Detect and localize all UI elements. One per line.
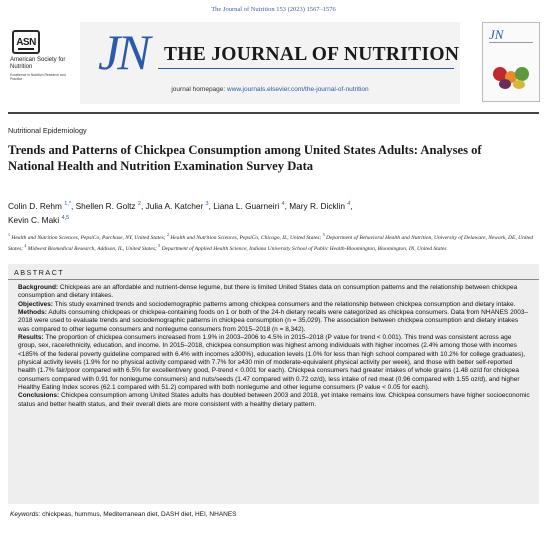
abstract-section-text: The proportion of chickpea consumers increased from 1.9% in 2003–2006 to 4.5% in 2015–2018 (P value for trend < 0.001). This trend was consistent across age group, sex, race/ethnicity, education, and income. In 2015–2018, chickpea consumption was highest among individuals with higher incomes (2.4% among those with incomes <185% of the federal poverty guideline compared with 6.4% with incomes ≥300%), education levels (1.0% for less than high school compared with 10.2% for college graduates), physical activity levels (1.9% for no physical activity compared with 7.7% for ≥430 min of moderate-equivalent physical activity per week), and those with better self-reported health (1.7% fair/poor compared with 6.5% for excellent/very good, P-trend < 0.001 for each). Chickpea consumers had greater intakes of whole grains (1.48 oz/d for chickpea consumers compared with 0.91 for nonlegume consumers) and nuts/seeds (1.47 compared with 0.72 oz/d), less intake of red meat (0.96 compared with 1.55 oz/d), and higher Healthy Eating Index scores (62.1 compared with 51.2) compared with both nonlegume and other legume consumers (P value < 0.05 for each). (18, 334, 526, 392)
affiliation-text: Department of Behavioral Health and Nutrition, University of Delaware, Newark, DE, United States; (8, 234, 534, 252)
abstract-section-label: Background: (18, 284, 59, 291)
abstract-section-text: Adults consuming chickpeas or chickpea-containing foods on 1 or both of the 24-h dietary recalls were categorized as chickpea consumers. Data from NHANES 2003–2018 were used to evaluate trends and sociodemographic patterns in chickpea consumption (n = 35,029). The association between chickpea consumption and dietary intakes was compared to other legume consumers and nonlegume consumers from 2015–2018 (n = 8,342). (18, 309, 529, 333)
author-affiliation-marker[interactable]: 3 (205, 201, 209, 207)
abstract-objectives (18, 301, 531, 309)
section-type: Nutritional Epidemiology (8, 126, 87, 135)
abstract-body (18, 284, 531, 409)
jn-logo: JN (98, 24, 148, 80)
author-affiliation-marker[interactable]: 1,* (64, 201, 71, 207)
author-affiliation-marker[interactable]: 4,5 (61, 214, 70, 221)
author-name[interactable]: Julia A. Katcher (145, 200, 204, 211)
keywords (10, 511, 537, 518)
cover-fruit-yellow (513, 80, 525, 89)
author-list: Colin D. Rehm $^{1,*}$, Shellen R. Goltz $^2$, Julia A. Katcher $^3$, Liana L. Guarneiri $^4$, Mary R. Dicklin $^4$, Kevin C. Maki $^{4,5}$ (8, 200, 353, 225)
affiliation-text: Health and Nutrition Sciences, PepsiCo, Purchase, NY, United States; (11, 234, 166, 241)
article-title: Trends and Patterns of Chickpea Consumption among United States Adults: Analyses of National Health and Nutrition Examination Survey Data (8, 143, 482, 173)
author-name[interactable]: Colin D. Rehm (8, 200, 62, 211)
keywords-list: chickpeas, hummus, Mediterranean diet, DASH diet, HEI, NHANES (40, 511, 237, 518)
journal-homepage (80, 86, 460, 93)
abstract-conclusions (18, 392, 531, 409)
journal-masthead (80, 22, 460, 104)
affiliation-number: 5 (158, 242, 161, 248)
affiliation-text: Department of Applied Health Science, Indiana University School of Public Health-Bloomington, Bloomington, IN, United States (161, 245, 447, 252)
abstract-section-label: Methods: (18, 309, 47, 317)
author-name[interactable]: Mary R. Dicklin (289, 200, 345, 211)
abstract-section-label: Conclusions: (18, 392, 60, 400)
author-name[interactable]: Liana L. Guarneiri (213, 200, 280, 211)
author-name[interactable]: Kevin C. Maki (8, 214, 60, 225)
cover-fruit-green (515, 67, 529, 81)
author-name[interactable]: Shellen R. Goltz (75, 200, 136, 211)
abstract-section-text: This study examined trends and sociodemographic patterns among chickpea consumers and the relationship between chickpea consumption and dietary intake. (53, 300, 516, 308)
asn-logo-mark: ASN (12, 30, 40, 54)
affiliation-text: Midwest Biomedical Research, Addison, IL, United States; (27, 245, 157, 252)
homepage-label: journal homepage: (171, 86, 228, 93)
title-divider (158, 68, 454, 69)
society-logo (10, 30, 70, 81)
abstract-box (8, 264, 539, 504)
keywords-label: Keywords: (10, 511, 41, 518)
abstract-section-text: Chickpeas are an affordable and nutrient-dense legume, but there is limited United States data on consumption patterns and the relationship between chickpea consumption and dietary intakes. (18, 284, 518, 300)
affiliation-number: 2 (166, 232, 169, 237)
journal-title: THE JOURNAL OF NUTRITION (164, 44, 460, 65)
society-name: American Society for Nutrition (10, 57, 66, 70)
affiliation-number: 3 (322, 232, 325, 237)
journal-header (8, 22, 539, 106)
abstract-section-label: Objectives: (18, 300, 54, 308)
header-divider (8, 112, 539, 114)
affiliation-number: 1 (8, 232, 10, 237)
journal-reference: The Journal of Nutrition 153 (2023) 1567–1576 (211, 6, 336, 13)
abstract-results (18, 334, 531, 392)
journal-cover-thumbnail (482, 22, 540, 102)
cover-logo: JN (489, 27, 504, 42)
homepage-link[interactable]: www.journals.elsevier.com/the-journal-of-nutrition (227, 86, 369, 93)
affiliation-number: 4 (24, 242, 27, 248)
abstract-section-label: Results: (18, 334, 44, 342)
abstract-divider (8, 279, 539, 280)
abstract-heading: ABSTRACT (14, 268, 65, 277)
affiliations (8, 231, 538, 253)
author-affiliation-marker[interactable]: 4 (347, 201, 351, 207)
abstract-methods (18, 309, 531, 334)
society-tagline: Excellence in Nutrition Research and Practice (10, 73, 66, 81)
cover-fruit-purple (499, 79, 511, 89)
cover-divider (489, 42, 533, 43)
author-affiliation-marker[interactable]: 4 (281, 201, 285, 207)
abstract-section-text: Chickpea consumption among United States adults has doubled between 2003 and 2018, yet intake remains low. Chickpea consumers have higher socioeconomic status and better health status, and their overall diets are more consistent with a healthy dietary pattern. (18, 392, 530, 408)
author-affiliation-marker[interactable]: 2 (137, 201, 141, 207)
affiliation-text: Health and Nutrition Sciences, PepsiCo, Chicago, IL, United States; (170, 234, 322, 241)
abstract-background (18, 284, 531, 301)
